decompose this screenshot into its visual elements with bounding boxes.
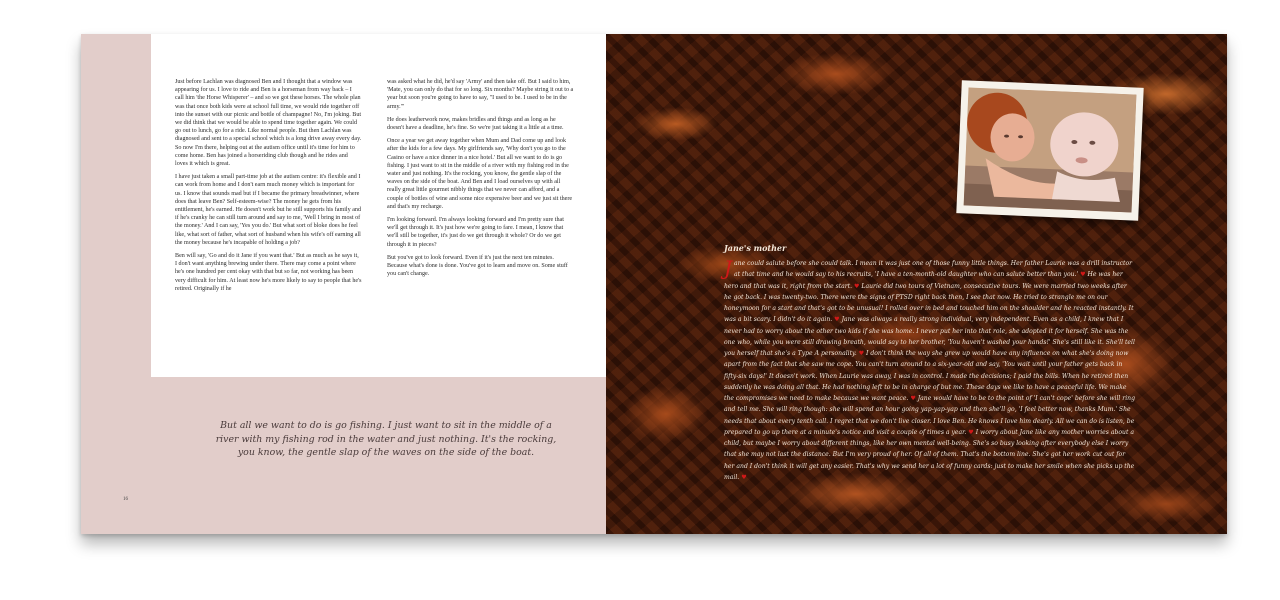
paragraph: He does leatherwork now, makes bridles and things and as long as he doesn't have a deadline, he's fine. So we're just taking it a little at a time. bbox=[387, 116, 564, 132]
text-segment: He was her hero and that was it, right from the start. bbox=[724, 271, 1123, 290]
paragraph: I'm looking forward. I'm always looking forward and I'm pretty sure that we'll get through it. It's just how we're going to fare. I mean, I know that we'll still be together, it's just do we get through it whole? Or do we get through it in pieces? bbox=[387, 217, 564, 248]
text-segment: I worry about Jane like any mother worries about a child, but maybe I worry about different things, like her own mental well-being. She's so busy looking after everybody else I worry that she may not last the distance. But I'm very proud of her. Of all of them. That's the bottom line. She's got her work cut out for her and I don't think it will get any easier. That's why we send her a lot of funny cards: just to make her smile when she picks up the mail. bbox=[724, 428, 1135, 481]
paragraph: I have just taken a small part-time job at the autism centre: it's flexible and I can work from home and I don't earn much money which is important for us. I know that sounds mad but if I became the primary breadwinner, where does that leave Ben? Self-esteem-wise? The money he gets from his entitlement, he's earned. He doesn't work but he still supports his family and if he's cranky he can still turn around and say to me, 'Well I bring in most of the money.' And I can say, 'Yes you do.' But what sort of bloke does he feel like, what sort of father, what sort of husband when his wife's off earning all the money because he's incapable of holding a job? bbox=[175, 174, 361, 246]
book-spread bbox=[81, 34, 1227, 534]
right-page bbox=[606, 34, 1227, 534]
left-page bbox=[81, 34, 606, 534]
paragraph: was asked what he did, he'd say 'Army' and then take off. But I said to him, 'Mate, you can only do that for so long. Six months? Maybe string it out to a year but soon you're going to have to say, "I used to be. I used to be in the army."' bbox=[387, 79, 574, 110]
text-segment: ane could salute before she could talk. I mean it was just one of those funny little things. Her father Laurie was a drill instructor at that time and he would say to his recruits, 'I have a ten-month-old daughter who can salute better than you.' bbox=[734, 260, 1133, 279]
heart-icon: ♥ bbox=[1080, 271, 1086, 279]
page-number: 16 bbox=[123, 497, 128, 502]
photo-frame bbox=[956, 80, 1143, 221]
heart-icon: ♥ bbox=[858, 350, 865, 357]
heart-icon: ♥ bbox=[910, 395, 916, 402]
text-column-2 bbox=[387, 78, 574, 283]
pull-quote: But all we want to do is go fishing. I just want to sit in the middle of a river with my fishing rod in the water and just nothing. It's the rocking, you know, the gentle slap of the waves on the side of the boat. bbox=[215, 420, 557, 459]
section-heading: Jane's mother bbox=[724, 243, 787, 253]
text-segment: Laurie did two tours of Vietnam, consecutive tours. We were married two weeks after he got back. I was twenty-two. There were the signs of PTSD right back then, I see that now. He tried to strangle me on our honeymoon for a start and that's got to be unusual! I rolled over in bed and touched him on the shoulder and he reacted instantly. It was a bit scary. I didn't do it again. bbox=[724, 282, 1134, 324]
paragraph: Once a year we get away together when Mum and Dad come up and look after the kids for a few days. My girlfriends say, 'Why don't you go to the Casino or have a nice dinner in a nice hotel.' But all we want to do is go fishing. I just want to sit in the middle of a river with my fishing rod in the water and just nothing. It's the rocking, you know, the gentle slap of the waves on the side of the boat. And Ben and I load ourselves up with all really great little gourmet nibbly things that we never can afford, and a couple of bottles of wine and some nice expensive beer and we just sit there and that's my recharge. bbox=[387, 138, 573, 210]
drop-cap: J bbox=[724, 256, 733, 280]
text-segment: I don't think the way she grew up would have any influence on what she's doing now apart from the fact that she saw me cope. You can't turn around to a six-year-old and say, 'You wait until your father gets back in fifty-six days!' It doesn't work. When Laurie was away, I was in control. I made the decisions; I paid the bills. When he retired then suddenly he was doing all that. He had nothing left to be in charge of but me. These days we like to have a peaceful life. We make the compromises we need to make because we want peace. bbox=[724, 350, 1129, 402]
heart-icon: ♥ bbox=[968, 428, 974, 436]
text-column-1 bbox=[175, 78, 362, 298]
heart-icon: ♥ bbox=[834, 316, 840, 324]
family-photo bbox=[964, 88, 1137, 213]
paragraph: Just before Lachlan was diagnosed Ben and I thought that a window was appearing for us. I love to ride and Ben is a horseman from way back – I call him 'the Horse Whisperer' – and so we got these horses. The whole plan was that once both kids were at school full time, we would ride together off into the sunset with our picnic and bottle of champagne! No, I'm joking. But we did think that we would be able to spend time together again. We could go out to lunch, go for a ride. Like normal people. But then Lachlan was diagnosed and sent to a special school which is a long drive away every day. So now I'm there, helping out at the autism office until it's time for him to come home. Ben has joined a horseriding club though and he rides and loves it which is great. bbox=[175, 79, 362, 168]
heart-icon: ♥ bbox=[741, 473, 747, 481]
text-segment: Jane would have to be to the point of 'I can't cope' before she will ring and tell me. She will ring though: she will spend an hour going yap-yap-yap and then she'll go, 'I feel better now, thanks Mum.' She needs that about every tenth call. I regret that we don't live closer. I love Ben. He knows I love him dearly. All we can do is listen, be prepared to go up there at a minute's notice and visit a couple of times a year. bbox=[724, 395, 1135, 436]
heart-icon: ♥ bbox=[854, 282, 860, 290]
text-segment: Jane was always a really strong individual, very independent. Even as a child, I knew that I never had to worry about the other two kids if she was home. I never put her into that role, she adopted it for herself. She was the one who, while you were still drawing breath, would say to her brother, 'You haven't washed your hands!' She's still like it. She'll tell you herself that she's a Type A personality. bbox=[724, 316, 1135, 357]
mother-testimony bbox=[724, 258, 1136, 483]
paragraph: But you've got to look forward. Even if it's just the next ten minutes. Because what's done is done. You've got to learn and move on. Some stuff you can't change. bbox=[387, 254, 568, 278]
paragraph: Ben will say, 'Go and do it Jane if you want that.' But as much as he says it, I don't want anything brewing under there. There may come a point where he's one hundred per cent okay with that but so far, not working has been very difficult for him. At least now he's more likely to say to people that he's retired. Originally if he bbox=[175, 253, 362, 292]
text-panel bbox=[151, 34, 606, 377]
photo-image bbox=[964, 88, 1137, 213]
